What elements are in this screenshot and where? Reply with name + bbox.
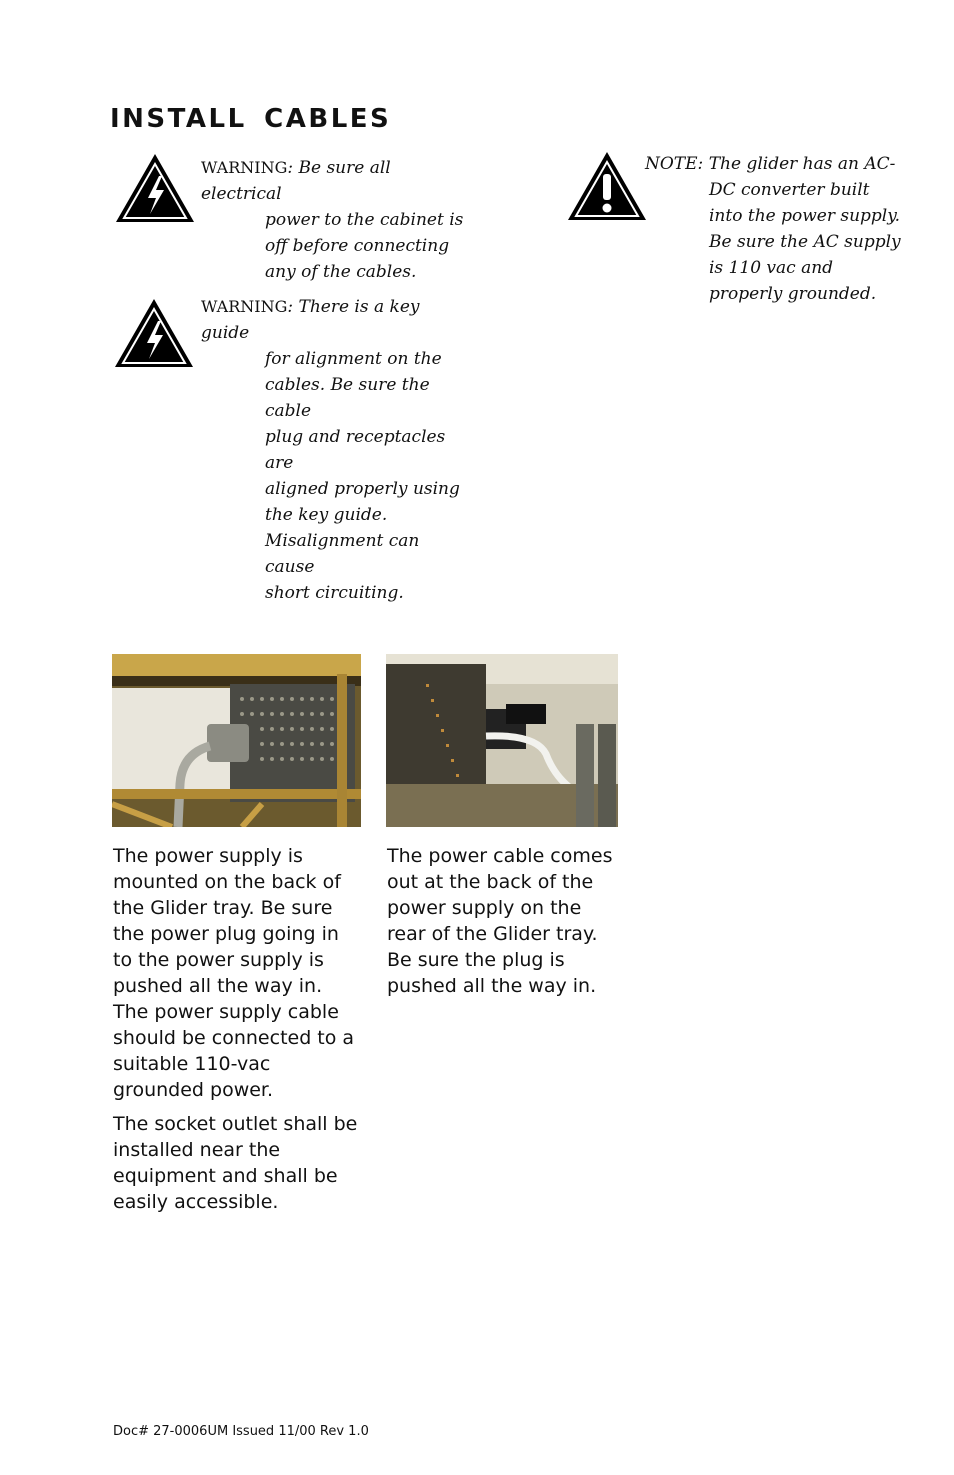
note-line: DC converter built	[709, 180, 870, 200]
warning-line: for alignment on the	[265, 349, 442, 369]
warning-line: off before connecting	[265, 236, 450, 256]
warning-lead: WARNING	[201, 297, 288, 316]
caption-paragraph: The power cable comes out at the back of the power supply on the rear of the Glider tray. Be sure the plug is pushed all the way in.	[387, 845, 613, 997]
note-text-first: NOTE: The glider has an AC-	[645, 154, 896, 174]
warning-text-first: : Be sure all electrical	[201, 158, 391, 204]
warning-line: aligned properly using	[265, 479, 460, 499]
warning-text-first: : There is a key guide	[201, 297, 420, 343]
note-line: Be sure the AC supply	[709, 232, 901, 252]
electrical-hazard-icon	[114, 152, 196, 224]
power-supply-caption	[113, 843, 363, 1223]
warning-block-1	[201, 155, 471, 285]
warning-lead: WARNING	[201, 158, 288, 177]
warning-line: cables. Be sure the cable	[265, 375, 430, 421]
power-supply-photo	[112, 654, 361, 827]
caption-paragraph: The power supply is mounted on the back of the Glider tray. Be sure the power plug going in to the power supply is pushed all the way in. The power supply cable should be connected to a suitable 110-vac grounded power.	[113, 845, 355, 1101]
warning-block-2	[201, 294, 471, 606]
warning-line: plug and receptacles are	[265, 427, 446, 473]
document-footer: Doc# 27-0006UM Issued 11/00 Rev 1.0	[113, 1424, 369, 1439]
exclamation-warning-icon	[566, 150, 648, 222]
note-block	[645, 151, 945, 307]
power-cable-photo	[386, 654, 618, 827]
warning-line: short circuiting.	[265, 583, 404, 603]
warning-line: any of the cables.	[265, 262, 417, 282]
note-line: properly grounded.	[709, 284, 877, 304]
page-title: INSTALL CABLES	[110, 104, 392, 134]
caption-paragraph: The socket outlet shall be installed near the equipment and shall be easily accessible.	[113, 1113, 358, 1213]
power-cable-caption	[387, 843, 622, 1007]
note-line: into the power supply.	[709, 206, 900, 226]
warning-line: the key guide.	[265, 505, 388, 525]
warning-line: power to the cabinet is	[265, 210, 464, 230]
note-line: is 110 vac and	[709, 258, 834, 278]
electrical-hazard-icon	[113, 297, 195, 369]
warning-line: Misalignment can cause	[265, 531, 420, 577]
